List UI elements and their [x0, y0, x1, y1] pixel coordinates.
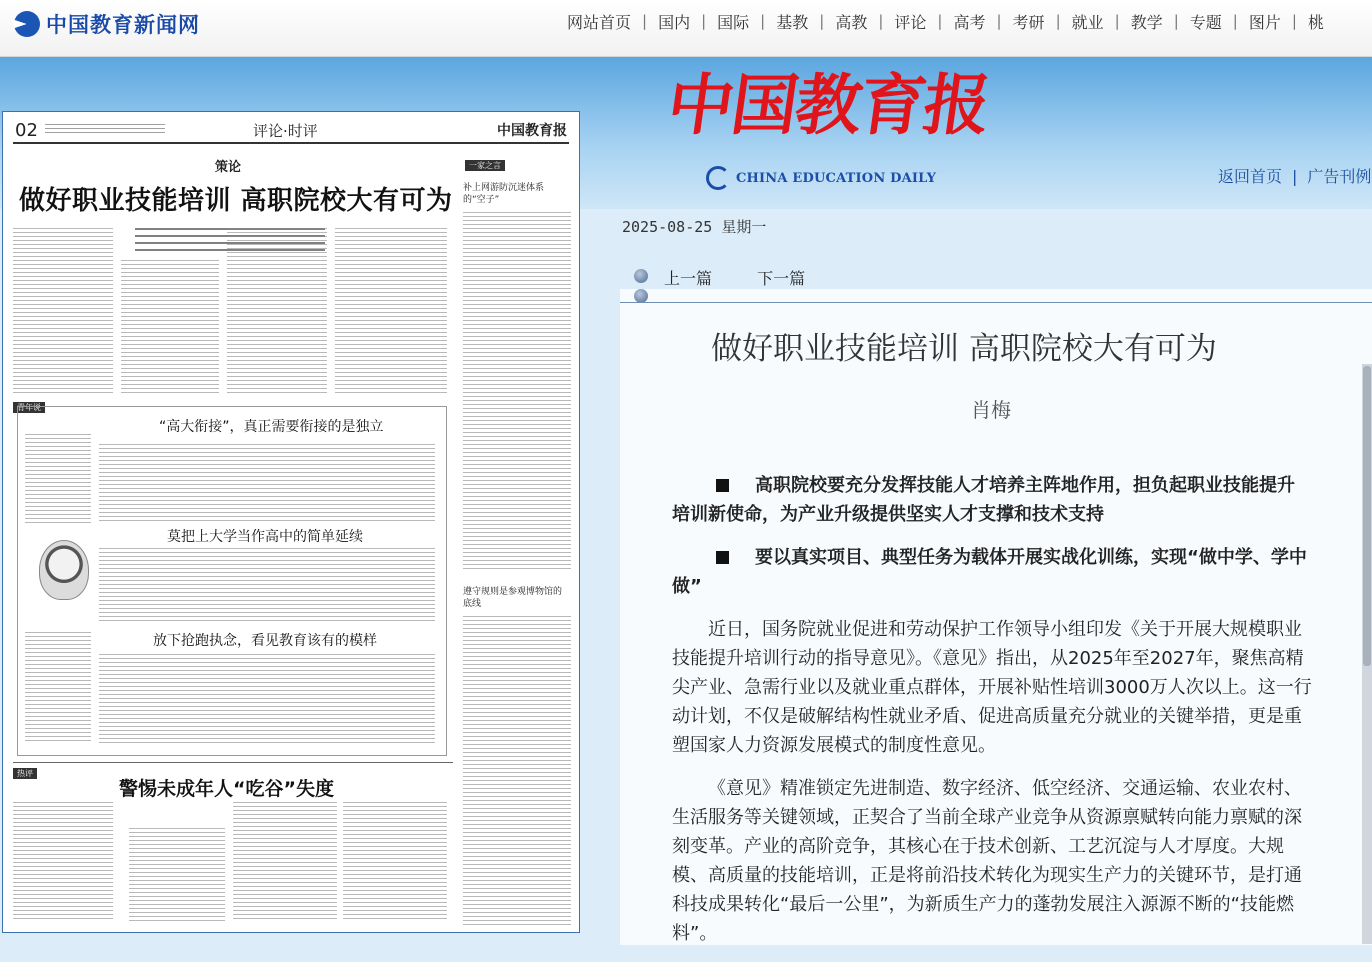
paper-side-title-2[interactable]: 遵守规则是参观博物馆的底线	[463, 587, 563, 609]
article-title: 做好职业技能培训 高职院校大有可为	[711, 331, 1217, 367]
nav-home[interactable]: 网站首页	[567, 12, 632, 32]
paper-side-title-1[interactable]: 补上网游防沉迷体系的“空子”	[463, 183, 545, 205]
square-bullet-icon	[716, 551, 729, 564]
site-logo[interactable]	[14, 8, 200, 40]
newspaper-page-image[interactable]	[2, 111, 580, 933]
paper-section-title: 评论·时评	[253, 122, 318, 140]
article-panel	[620, 255, 1372, 945]
nav-more[interactable]: 桃	[1307, 12, 1324, 32]
paper-tag-opinion: 一家之言	[465, 160, 505, 171]
prev-article-link[interactable]: 上一篇	[664, 269, 713, 288]
columnist-portrait	[39, 540, 89, 600]
nav-basic-education[interactable]: 基教	[776, 12, 809, 32]
back-home-link[interactable]: 返回首页	[1218, 167, 1283, 186]
article-pager	[664, 266, 845, 289]
next-bullet-icon	[634, 289, 648, 303]
masthead-en-text: CHINA EDUCATION DAILY	[736, 170, 937, 186]
nav-international[interactable]: 国际	[717, 12, 750, 32]
next-article-link[interactable]: 下一篇	[757, 269, 806, 288]
top-links: 返回首页 | 广告刊例	[1218, 167, 1372, 186]
paper-sub-4[interactable]: 警惕未成年人“吃谷”失度	[119, 778, 334, 800]
article-author: 肖梅	[971, 398, 1011, 422]
prev-bullet-icon	[634, 269, 648, 283]
scrollbar-thumb[interactable]	[1363, 366, 1371, 666]
nav-graduate-exam[interactable]: 考研	[1012, 12, 1045, 32]
square-bullet-icon	[716, 479, 729, 492]
nav-teaching[interactable]: 教学	[1130, 12, 1163, 32]
ad-rates-link[interactable]: 广告刊例	[1307, 167, 1372, 186]
article-body	[672, 471, 1312, 962]
issue-date: 2025-08-25 星期一	[622, 218, 767, 236]
article-lead-1: 高职院校要充分发挥技能人才培养主阵地作用，担负起职业技能提升培训新使命，为产业升级提供坚实人才支撑和技术支持	[672, 475, 1295, 525]
masthead-subtitle	[706, 166, 936, 190]
masthead-title: 中国教育报	[662, 66, 994, 144]
paper-tag-hot: 热评	[13, 768, 37, 779]
paper-kicker: 策论	[215, 160, 242, 175]
paper-sub-3[interactable]: 放下抢跑执念，看见教育该有的模样	[153, 633, 377, 649]
paper-tag-youth: 青年说	[13, 402, 45, 413]
nav-domestic[interactable]: 国内	[658, 12, 691, 32]
paper-page-header	[13, 120, 569, 144]
page-scrollbar[interactable]	[1362, 364, 1372, 944]
article-paragraph-2: 《意见》精准锁定先进制造、数字经济、低空经济、交通运输、农业农村、生活服务等关键领域，正契合了当前全球产业竞争从资源禀赋转向能力禀赋的深刻变革。产业的高阶竞争，其核心在于技术创新、工艺沉淀与人才厚度。大规模、高质量的技能培训，正是将前沿技术转化为现实生产力的关键环节，是打通科技成果转化“最后一公里”，为新质生产力的蓬勃发展注入源源不断的“技能燃料”。	[672, 778, 1302, 944]
masthead-logo-icon	[706, 166, 730, 190]
paper-sub-2[interactable]: 莫把上大学当作高中的简单延续	[167, 529, 363, 545]
article-paragraph-1: 近日，国务院就业促进和劳动保护工作领导小组印发《关于开展大规模职业技能提升培训行动的指导意见》。《意见》指出，从2025年至2027年，聚焦高精尖产业、急需行业以及就业重点群体，开展补贴性培训3000万人次以上。这一行动计划，不仅是破解结构性就业矛盾、促进高质量充分就业的关键举措，更是重塑国家人力资源发展模式的制度性意见。	[672, 619, 1312, 756]
nav-topics[interactable]: 专题	[1189, 12, 1222, 32]
paper-headline[interactable]: 做好职业技能培训 高职院校大有可为	[19, 186, 453, 216]
nav-higher-education[interactable]: 高教	[835, 12, 868, 32]
top-bar	[0, 0, 1372, 57]
nav-commentary[interactable]: 评论	[894, 12, 927, 32]
nav-pictures[interactable]: 图片	[1248, 12, 1281, 32]
paper-sub-1[interactable]: “高大衔接”，真正需要衔接的是独立	[159, 419, 384, 435]
site-logo-text: 中国教育新闻网	[46, 12, 200, 37]
paper-page-number: 02	[15, 120, 38, 141]
nav-employment[interactable]: 就业	[1071, 12, 1104, 32]
paper-brand: 中国教育报	[497, 123, 567, 139]
article-lead-2: 要以真实项目、典型任务为载体开展实战化训练，实现“做中学、学中做”	[672, 547, 1307, 597]
main-nav: 网站首页 | 国内 | 国际 | 基教 | 高教 | 评论 | 高考 | 考研 | 就业 | 教学 | 专题 | 图片 | 桃	[556, 8, 1335, 34]
nav-gaokao[interactable]: 高考	[953, 12, 986, 32]
site-logo-icon	[14, 11, 40, 37]
